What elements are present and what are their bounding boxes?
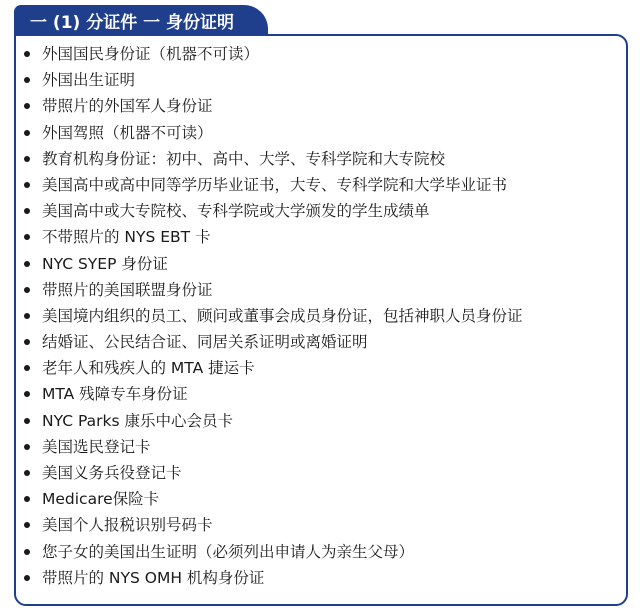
list-item-text: MTA 残障专车身份证 [42,385,188,404]
bullet-icon [24,156,30,162]
list-item-text: 不带照片的 NYS EBT 卡 [42,228,211,247]
list-item-text: 外国驾照（机器不可读） [42,123,213,142]
bullet-icon [24,234,30,240]
list-item-text: Medicare保险卡 [42,490,160,509]
bullet-icon [24,496,30,502]
document-list [16,41,626,591]
list-item-text: 教育机构身份证：初中、高中、大学、专科学院和大专院校 [42,149,446,168]
list-item [16,329,626,355]
list-item [16,434,626,460]
list-item [16,93,626,119]
bullet-icon [24,444,30,450]
list-item [16,120,626,146]
list-item [16,565,626,591]
list-item-text: NYC SYEP 身份证 [42,254,168,273]
bullet-icon [24,287,30,293]
bullet-icon [24,418,30,424]
bullet-icon [24,130,30,136]
bullet-icon [24,339,30,345]
list-item-text: 美国高中或高中同等学历毕业证书，大专、专科学院和大学毕业证书 [42,175,508,194]
list-item [16,355,626,381]
list-item-text: 外国国民身份证（机器不可读） [42,45,260,63]
list-item [16,408,626,434]
list-item [16,146,626,172]
list-item [16,224,626,250]
bullet-icon [24,182,30,188]
list-item-text: 美国选民登记卡 [42,437,151,456]
list-item-text: 美国境内组织的员工、顾问或董事会成员身份证，包括神职人员身份证 [42,306,523,325]
bullet-icon [24,261,30,267]
list-item [16,303,626,329]
section-title: 一 (1) 分证件 一 身份证明 [30,12,235,33]
list-item-text: 带照片的外国军人身份证 [42,97,213,116]
bullet-icon [24,575,30,581]
list-item [16,277,626,303]
list-item [16,512,626,538]
bullet-icon [24,313,30,319]
bullet-icon [24,77,30,83]
bullet-icon [24,470,30,476]
list-item [16,539,626,565]
list-item [16,67,626,93]
bullet-icon [24,522,30,528]
list-item-text: 带照片的 NYS OMH 机构身份证 [42,568,265,587]
list-item [16,381,626,407]
list-item-text: 外国出生证明 [42,71,136,90]
list-item-text: 美国义务兵役登记卡 [42,464,182,482]
list-item-text: 结婚证、公民结合证、同居关系证明或离婚证明 [42,333,368,352]
list-item-text: NYC Parks 康乐中心会员卡 [42,411,233,430]
list-item [16,198,626,224]
list-item [16,41,626,67]
list-item-text: 老年人和残疾人的 MTA 捷运卡 [42,359,255,378]
list-item [16,251,626,277]
bullet-icon [24,51,30,57]
bullet-icon [24,208,30,214]
list-item-text: 美国高中或大专院校、专科学院或大学颁发的学生成绩单 [42,202,430,221]
list-item-text: 带照片的美国联盟身份证 [42,280,213,299]
document-list-box [14,34,628,606]
section-header-tab [14,5,268,35]
list-item [16,460,626,486]
list-item-text: 美国个人报税识别号码卡 [42,516,213,535]
list-item-text: 您子女的美国出生证明（必须列出申请人为亲生父母） [42,542,415,561]
list-item [16,172,626,198]
bullet-icon [24,103,30,109]
bullet-icon [24,391,30,397]
list-item [16,486,626,512]
bullet-icon [24,365,30,371]
bullet-icon [24,549,30,555]
